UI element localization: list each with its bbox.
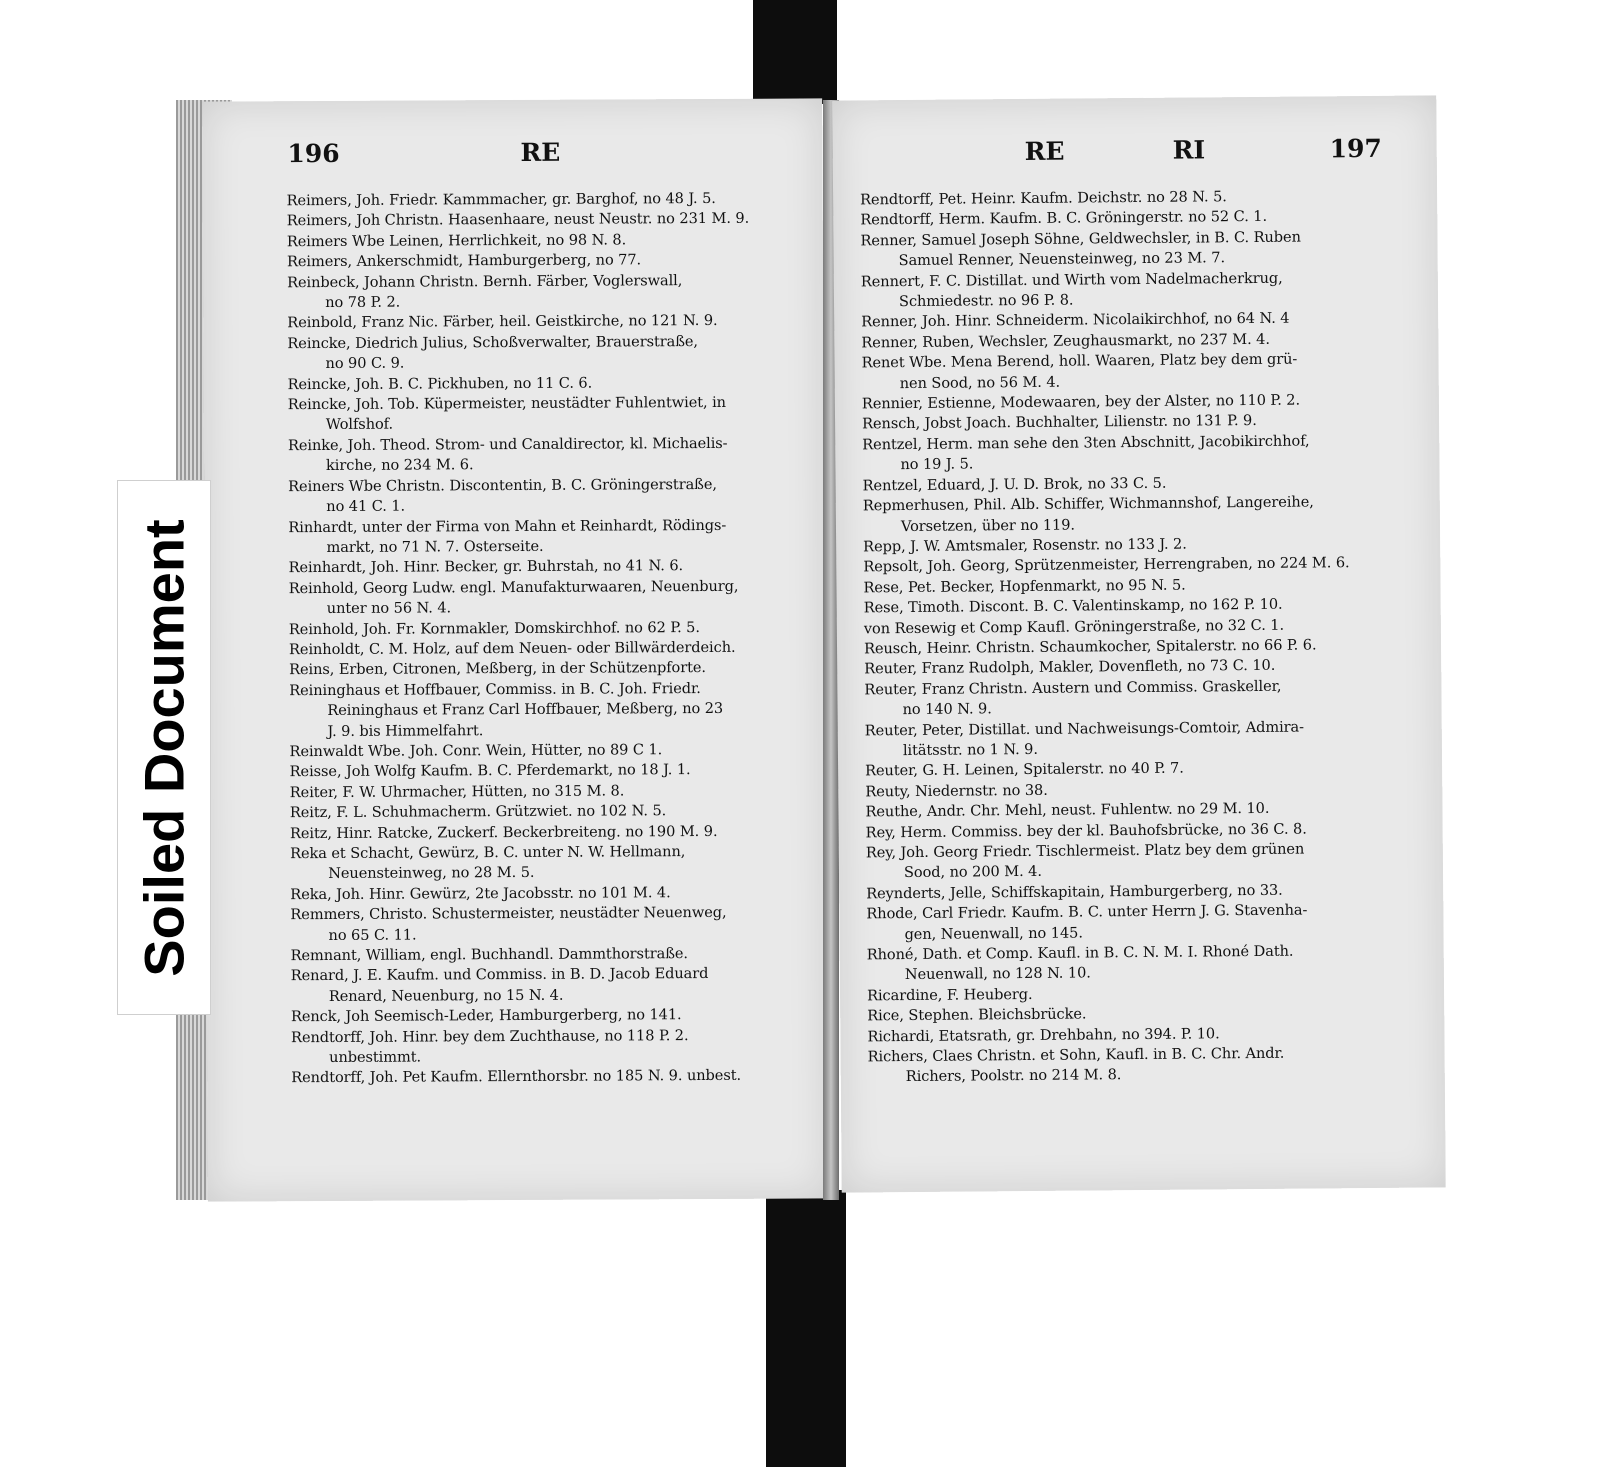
entry-line: Repp, J. W. Amtsmaler, Rosenstr. no 133 J. 2. (863, 535, 1187, 556)
entry-continuation-line: markt, no 71 N. 7. Osterseite. (326, 537, 544, 556)
entry-line: Reimers, Ankerschmidt, Hamburgerberg, no 77. (286, 251, 642, 271)
entry-line: Rese, Timoth. Discont. B. C. Valentinskamp, no 162 P. 10. (863, 595, 1283, 617)
entry-line: Rennert, F. C. Distillat. und Wirth vom Nadelmacherkrug, (860, 269, 1283, 291)
entry-line: Reininghaus et Hoffbauer, Commiss. in B. C. Joh. Friedr. (289, 679, 701, 699)
entry-line: Reuter, Franz Rudolph, Makler, Dovenfleth, no 73 C. 10. (864, 657, 1276, 678)
entry-line: Reins, Erben, Citronen, Meßberg, in der Schützenpforte. (289, 659, 706, 679)
entry-line: Reinwaldt Wbe. Joh. Conr. Wein, Hütter, no 89 C 1. (289, 741, 663, 761)
entry-line: Remmers, Christo. Schustermeister, neustädter Neuenweg, (290, 904, 727, 924)
entry-line: Reuter, G. H. Leinen, Spitalerstr. no 40 P. 7. (865, 759, 1184, 780)
entry-line: Renner, Joh. Hinr. Schneiderm. Nicolaikirchhof, no 64 N. 4 (861, 310, 1290, 331)
entry-line: Reuty, Niedernstr. no 38. (865, 781, 1048, 801)
entry-continuation-line: Sood, no 200 M. 4. (903, 863, 1042, 882)
running-head: RE (520, 137, 561, 167)
entry-line: Renck, Joh Seemisch-Leder, Hamburgerberg, no 141. (290, 1006, 682, 1026)
entry-continuation-line: no 41 C. 1. (326, 497, 406, 516)
page-number: 197 (1329, 133, 1382, 164)
entry-continuation-line: Richers, Poolstr. no 214 M. 8. (905, 1066, 1122, 1086)
entry-line: Remnant, William, engl. Buchhandl. Dammthorstraße. (290, 945, 688, 965)
entry-line: Ricardine, F. Heuberg. (866, 985, 1033, 1005)
entry-continuation-line: unbestimmt. (329, 1048, 422, 1067)
entry-continuation-line: litätsstr. no 1 N. 9. (902, 740, 1038, 760)
entry-continuation-line: Vorsetzen, über no 119. (900, 516, 1075, 535)
entry-line: Rendtorff, Pet. Heinr. Kaufm. Deichstr. no 28 N. 5. (860, 188, 1227, 209)
entry-line: Repmerhusen, Phil. Alb. Schiffer, Wichmannshof, Langereihe, (862, 493, 1314, 515)
label-text: Soiled Document (132, 518, 196, 977)
entry-line: Richers, Claes Christn. et Sohn, Kaufl. in B. C. Chr. Andr. (867, 1044, 1285, 1066)
entry-line: Reuter, Franz Christn. Austern und Commiss. Graskeller, (864, 677, 1282, 699)
entry-line: Repsolt, Joh. Georg, Sprützenmeister, Herrengraben, no 224 M. 6. (863, 554, 1350, 576)
entry-continuation-line: no 90 C. 9. (325, 354, 405, 373)
entry-line: Reincke, Joh. B. C. Pickhuben, no 11 C. 6. (287, 374, 593, 393)
entry-line: Rhoné, Dath. et Comp. Kaufl. in B. C. N. M. I. Rhoné Dath. (866, 942, 1294, 964)
entry-line: Reinhold, Georg Ludw. engl. Manufakturwaaren, Neuenburg, (288, 577, 739, 597)
binding-strip-top (753, 0, 837, 104)
entry-line: Reiter, F. W. Uhrmacher, Hütten, no 315 M. 8. (289, 782, 625, 801)
entry-line: Reinhold, Joh. Fr. Kornmakler, Domskirchhof. no 62 P. 5. (288, 618, 700, 638)
entry-line: Reka et Schacht, Gewürz, B. C. unter N. W. Hellmann, (290, 843, 686, 863)
entry-continuation-line: Neuenwall, no 128 N. 10. (904, 964, 1091, 984)
entry-line: Rentzel, Herm. man sehe den 3ten Abschnitt, Jacobikirchhof, (862, 432, 1310, 454)
entry-line: Rennier, Estienne, Modewaaren, bey der Alster, no 110 P. 2. (861, 391, 1301, 413)
entry-line: Renner, Samuel Joseph Söhne, Geldwechsler, in B. C. Ruben (860, 228, 1301, 250)
entry-line: Reinhardt, Joh. Hinr. Becker, gr. Buhrstah, no 41 N. 6. (288, 557, 684, 577)
entry-line: Reimers, Joh Christn. Haasenhaare, neust Neustr. no 231 M. 9. (286, 210, 750, 230)
entry-line: Reincke, Joh. Tob. Küpermeister, neustädter Fuhlentwiet, in (287, 393, 726, 414)
entry-continuation-line: unter no 56 N. 4. (326, 599, 452, 618)
entry-line: Reynderts, Jelle, Schiffskapitain, Hamburgerberg, no 33. (866, 881, 1283, 903)
entry-line: Rey, Herm. Commiss. bey der kl. Bauhofsbrücke, no 36 C. 8. (865, 820, 1307, 841)
entry-line: von Resewig et Comp Kaufl. Gröningerstraße, no 32 C. 1. (863, 616, 1285, 637)
entry-line: Rese, Pet. Becker, Hopfenmarkt, no 95 N. 5. (863, 576, 1186, 597)
entry-continuation-line: no 19 J. 5. (900, 455, 974, 474)
entry-line: Reuter, Peter, Distillat. und Nachweisungs-Comtoir, Admira- (864, 718, 1305, 739)
entry-line: Reinbeck, Johann Christn. Bernh. Färber, Voglerswall, (287, 271, 683, 291)
entry-line: Renard, J. E. Kaufm. und Commiss. in B. D. Jacob Eduard (290, 965, 709, 985)
entry-line: Reinholdt, C. M. Holz, auf dem Neuen- oder Billwärderdeich. (288, 638, 736, 659)
entry-line: Rendtorff, Joh. Hinr. bey dem Zuchthause, no 118 P. 2. (290, 1026, 689, 1046)
page-number: 196 (287, 138, 340, 169)
entry-line: Renner, Ruben, Wechsler, Zeughausmarkt, no 237 M. 4. (861, 330, 1270, 352)
entry-line: Reisse, Joh Wolfg Kaufm. B. C. Pferdemarkt, no 18 J. 1. (289, 761, 691, 781)
entry-line: Rendtorff, Herm. Kaufm. B. C. Gröningerstr. no 52 C. 1. (860, 208, 1268, 229)
running-head-right: RI (1172, 135, 1206, 165)
running-head-left: RE (1024, 136, 1065, 166)
entry-line: Reinbold, Franz Nic. Färber, heil. Geistkirche, no 121 N. 9. (287, 312, 718, 332)
entry-continuation-line: nen Sood, no 56 M. 4. (899, 373, 1061, 392)
entry-continuation-line: no 78 P. 2. (325, 293, 401, 312)
entry-line: Rendtorff, Joh. Pet Kaufm. Ellernthorsbr. no 185 N. 9. unbest. (291, 1067, 742, 1087)
entry-continuation-line: J. 9. bis Himmelfahrt. (327, 721, 484, 740)
entry-line: Renet Wbe. Mena Berend, holl. Waaren, Platz bey dem grü- (861, 350, 1298, 372)
right-page-header (833, 133, 1437, 178)
left-page-header (202, 136, 822, 179)
entry-line: Rhode, Carl Friedr. Kaufm. B. C. unter Herrn J. G. Stavenha- (866, 901, 1308, 923)
right-page (832, 95, 1446, 1192)
entry-continuation-line: Renard, Neuenburg, no 15 N. 4. (328, 986, 564, 1005)
entry-continuation-line: Wolfshof. (325, 416, 394, 434)
entry-line: Rey, Joh. Georg Friedr. Tischlermeist. Platz bey dem grünen (865, 840, 1305, 862)
left-page (202, 98, 828, 1201)
entry-line: Reimers Wbe Leinen, Herrlichkeit, no 98 N. 8. (286, 231, 627, 251)
entry-line: Rensch, Jobst Joach. Buchhalter, Lilienstr. no 131 P. 9. (861, 412, 1257, 433)
entry-continuation-line: kirche, no 234 M. 6. (325, 456, 474, 475)
entry-line: Reiners Wbe Christn. Discontentin, B. C. Gröningerstraße, (288, 475, 717, 495)
entry-continuation-line: Schmiedestr. no 96 P. 8. (898, 291, 1074, 311)
entry-line: Reimers, Joh. Friedr. Kammmacher, gr. Barghof, no 48 J. 5. (286, 189, 716, 210)
entry-line: Richardi, Etatsrath, gr. Drehbahn, no 394. P. 10. (867, 1024, 1220, 1046)
entry-continuation-line: no 140 N. 9. (902, 700, 992, 719)
entry-continuation-line: gen, Neuenwall, no 145. (904, 924, 1083, 943)
directory-entries (287, 188, 812, 1089)
entry-line: Reka, Joh. Hinr. Gewürz, 2te Jacobsstr. no 101 M. 4. (290, 884, 671, 903)
entry-continuation-line: no 65 C. 11. (328, 926, 417, 944)
entry-line: Reincke, Diedrich Julius, Schoßverwalter, Brauerstraße, (287, 332, 698, 353)
soiled-document-label (117, 480, 211, 1015)
entry-continuation-line: Samuel Renner, Neuensteinweg, no 23 M. 7. (898, 249, 1226, 270)
entry-line: Reuthe, Andr. Chr. Mehl, neust. Fuhlentw. no 29 M. 10. (865, 800, 1270, 821)
entry-line: Reusch, Heinr. Christn. Schaumkocher, Spitalerstr. no 66 P. 6. (863, 636, 1317, 658)
entry-continuation-line: Neuensteinweg, no 28 M. 5. (328, 864, 535, 883)
entry-continuation-line: Reininghaus et Franz Carl Hoffbauer, Meßberg, no 23 (327, 700, 724, 720)
entry-line: Rentzel, Eduard, J. U. D. Brok, no 33 C. 5. (862, 474, 1167, 495)
directory-entries (860, 186, 1388, 1088)
entry-line: Reitz, Hinr. Ratcke, Zuckerf. Beckerbreiteng. no 190 M. 9. (289, 822, 718, 842)
binding-strip-bottom (766, 1190, 846, 1467)
entry-line: Reitz, F. L. Schuhmacherm. Grützwiet. no 102 N. 5. (289, 802, 667, 822)
entry-line: Reinke, Joh. Theod. Strom- und Canaldirector, kl. Michaelis- (287, 434, 728, 455)
entry-line: Rinhardt, unter der Firma von Mahn et Reinhardt, Rödings- (288, 516, 727, 536)
entry-line: Rice, Stephen. Bleichsbrücke. (867, 1005, 1087, 1025)
